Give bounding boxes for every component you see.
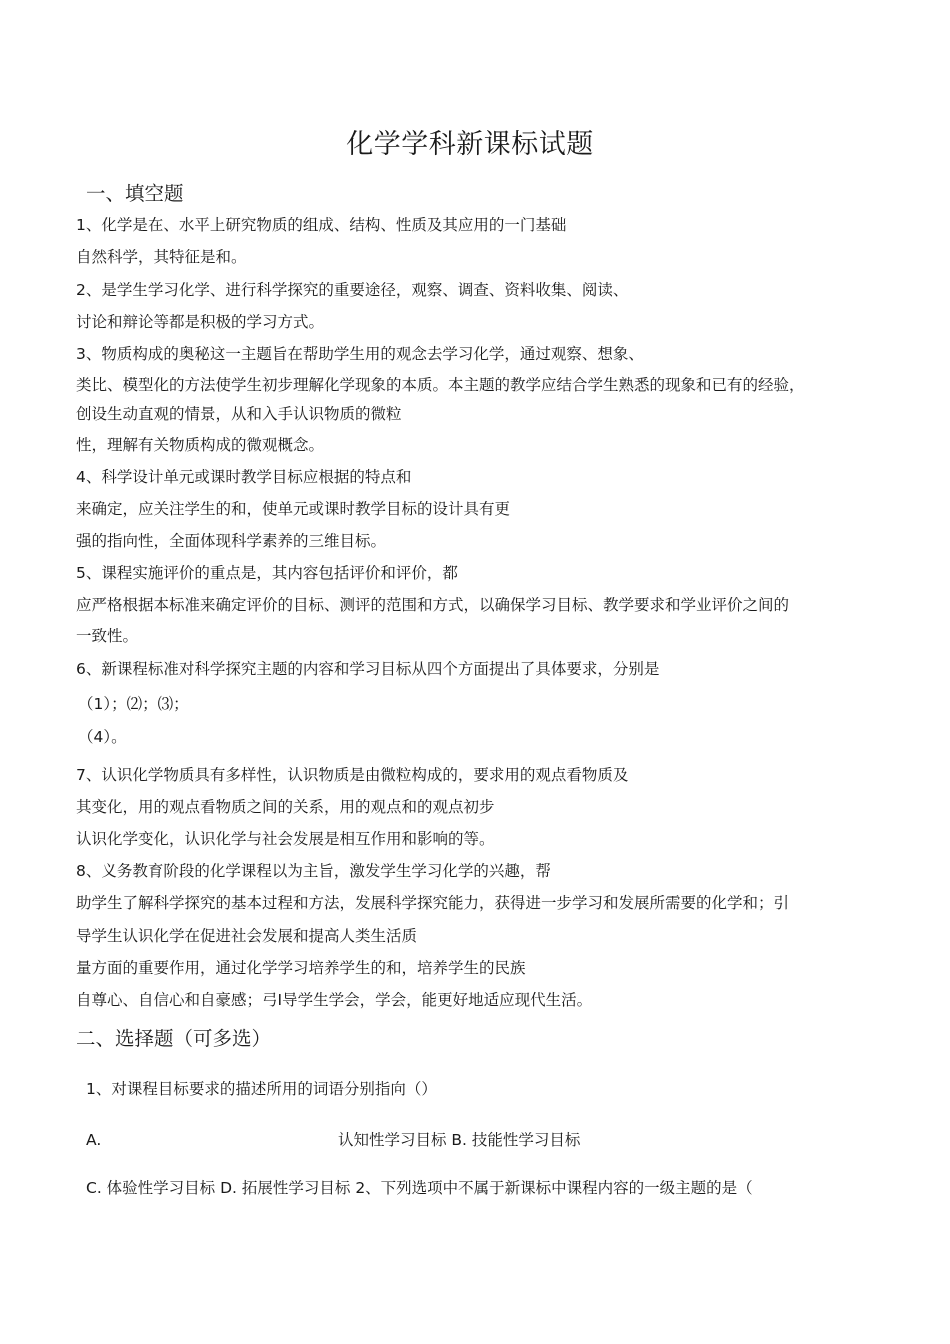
- option-ab-text: 认知性学习目标 B. 技能性学习目标: [338, 1131, 581, 1149]
- question-line: 1、化学是在、水平上研究物质的组成、结构、性质及其应用的一门基础: [76, 216, 567, 234]
- question-line: 量方面的重要作用，通过化学学习培养学生的和，培养学生的民族: [76, 959, 526, 977]
- question-line: 2、是学生学习化学、进行科学探究的重要途径，观察、调查、资料收集、阅读、: [76, 281, 629, 299]
- question-line: 自然科学，其特征是和。: [76, 248, 247, 266]
- question-line: 认识化学变化，认识化学与社会发展是相互作用和影响的等。: [76, 830, 495, 848]
- question-line: 应严格根据本标准来确定评价的目标、测评的范围和方式，以确保学习目标、教学要求和学业评价之间的: [76, 596, 790, 614]
- question-line: 3、物质构成的奥秘这一主题旨在帮助学生用的观念去学习化学，通过观察、想象、: [76, 345, 644, 363]
- question-line: 5、课程实施评价的重点是，其内容包括评价和评价，都: [76, 564, 458, 582]
- question-line: 来确定，应关注学生的和，使单元或课时教学目标的设计具有更: [76, 500, 511, 518]
- question-line: 1、对课程目标要求的描述所用的词语分别指向（）: [86, 1080, 437, 1098]
- question-line: 强的指向性，全面体现科学素养的三维目标。: [76, 532, 387, 550]
- question-line: 创设生动直观的情景，从和入手认识物质的微粒: [76, 405, 402, 423]
- question-line: 一致性。: [76, 627, 139, 645]
- question-line: 导学生认识化学在促进社会发展和提高人类生活质: [76, 927, 418, 945]
- option-a-label: A.: [86, 1131, 102, 1149]
- question-line: 助学生了解科学探究的基本过程和方法，发展科学探究能力，获得进一步学习和发展所需要的化学和；引: [76, 894, 790, 912]
- page-title: 化学学科新课标试题: [346, 129, 594, 160]
- question-line: 8、义务教育阶段的化学课程以为主旨，激发学生学习化学的兴趣，帮: [76, 862, 551, 880]
- question-line: 自尊心、自信心和自豪感；弓I导学生学会，学会，能更好地适应现代生活。: [76, 991, 593, 1009]
- question-line: 讨论和辩论等都是积极的学习方式。: [76, 313, 325, 331]
- question-line: 6、新课程标准对科学探究主题的内容和学习目标从四个方面提出了具体要求，分别是: [76, 660, 660, 678]
- question-line: 其变化，用的观点看物质之间的关系，用的观点和的观点初步: [76, 798, 495, 816]
- section-heading-fill-blank: 一、填空题: [86, 182, 184, 205]
- question-line: 类比、模型化的方法使学生初步理解化学现象的本质。本主题的教学应结合学生熟悉的现象和已有的经验，: [76, 376, 805, 394]
- answer-blank-line: （1）；⑵；⑶；: [78, 695, 189, 713]
- answer-blank-line: （4）。: [78, 728, 127, 746]
- option-cd-line: C. 体验性学习目标 D. 拓展性学习目标 2、下列选项中不属于新课标中课程内容的一级主题的是（: [86, 1179, 753, 1197]
- question-line: 7、认识化学物质具有多样性，认识物质是由微粒构成的，要求用的观点看物质及: [76, 766, 629, 784]
- section-heading-multiple-choice: 二、选择题（可多选）: [76, 1027, 272, 1050]
- question-line: 性，理解有关物质构成的微观概念。: [76, 436, 325, 454]
- question-line: 4、科学设计单元或课时教学目标应根据的特点和: [76, 468, 412, 486]
